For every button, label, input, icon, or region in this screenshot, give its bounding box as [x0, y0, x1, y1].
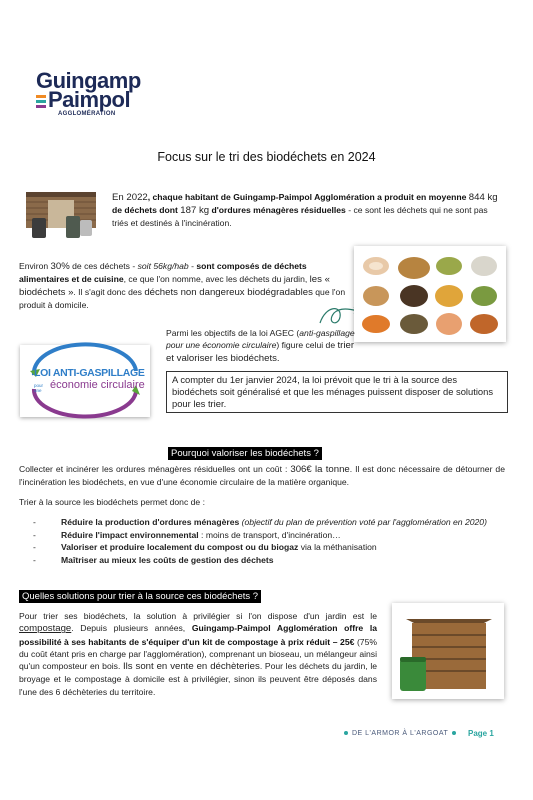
s2-f: Ils sont en vente en déchèteries — [123, 661, 260, 673]
p2-g: , ce que l'on nomme, avec les déchets du jardin, — [123, 274, 310, 284]
agec-b: anti-gaspillage pour une économie circulaire — [166, 328, 355, 350]
p2-f: sont composés de déchets alimentaires et de cuisine — [19, 261, 307, 284]
s2-a: Pour trier ses biodéchets, la solution à privilégier si l'on dispose d'un jardin est le — [19, 611, 377, 621]
law-notice-box: A compter du 1er janvier 2024, la loi prévoit que le tri à la source des biodéchets soit généralisé et que les ménages puissent disposer de solutions pour les trier. — [166, 371, 508, 413]
brand-logo — [36, 70, 156, 130]
waste-shelter-image — [22, 186, 102, 244]
loi-pour: pour une — [34, 383, 44, 393]
agec-paragraph — [166, 327, 356, 365]
loi-line2: économie circulaire — [50, 379, 145, 391]
p2-i: . Il s'agit donc des — [73, 287, 145, 297]
list-item — [19, 541, 509, 554]
intro-text-d: de déchets dont — [112, 205, 181, 215]
intro-omr: d'ordures ménagères résiduelles — [209, 205, 346, 215]
intro-187: 187 kg — [180, 205, 210, 216]
footer-tagline — [340, 730, 460, 737]
intro-text-b: , chaque habitant de Guingamp-Paimpol Agglomération a produit en moyenne — [147, 192, 469, 202]
s2-c: . Depuis plusieurs années, — [71, 623, 192, 634]
list-item — [19, 516, 509, 529]
intro-year: En 2022 — [112, 192, 148, 203]
logo-line2: Paimpol — [48, 87, 131, 112]
list-item — [19, 529, 509, 542]
p2-k: que l'on produit à domicile. — [19, 287, 346, 310]
benefits-list — [19, 516, 509, 566]
section2-heading: Quelles solutions pour trier à la source ces biodéchets ? — [19, 590, 261, 603]
bullet-bold: Réduire la production d'ordures ménagères — [61, 517, 240, 527]
intro-paragraph — [112, 191, 504, 229]
p2-e: - — [188, 261, 197, 271]
intro-text-g: - ce sont les déchets qui ne sont pas triés et destinés à l'incinération. — [112, 205, 488, 228]
logo-bars — [36, 95, 46, 110]
logo-line1: Guingamp — [36, 68, 141, 93]
agec-c: ) figure celui de — [276, 340, 338, 350]
bullet-normal: via la méthanisation — [298, 542, 377, 552]
s1-c: . Il est donc nécessaire de détourner de l'incinération les biodéchets, en vue d'une économie circulaire de la matière organique. — [19, 464, 505, 487]
section1-heading-wrap — [168, 443, 322, 461]
p2-percent: 30% — [50, 261, 70, 272]
agec-a: Parmi les objectifs de la loi AGEC ( — [166, 328, 300, 338]
bullet-bold: Maîtriser au mieux les coûts de gestion des déchets — [61, 554, 274, 565]
loi-anti-gaspillage-logo — [20, 345, 150, 417]
agec-d: trier et valoriser les biodéchets. — [166, 340, 355, 364]
food-scraps-image — [354, 246, 506, 342]
s2-d: Guingamp-Paimpol Agglomération offre la possibilité à ses habitants de s'équiper d'un kit de compostage à prix réduit – 25€ — [19, 623, 377, 647]
footer-dot-right — [452, 731, 456, 735]
p2-d: soit 56kg/hab — [137, 261, 189, 271]
page-title: Focus sur le tri des biodéchets en 2024 — [157, 150, 376, 164]
s1-a: Collecter et incinérer les ordures ménagères résiduelles ont un coût : — [19, 464, 291, 474]
p2-h: les « biodéchets » — [19, 274, 330, 298]
intro-844: 844 kg — [468, 192, 498, 203]
page-number: Page 1 — [468, 729, 494, 738]
biowaste-paragraph — [19, 260, 351, 310]
s2-compost: compostage — [19, 623, 72, 635]
s2-g: . Pour les déchets du jardin, le broyage et le compostage à domicile est à privilégier, sinon ils peuvent être déposés dans l'une des 6 déchèteries du territoire. — [19, 661, 378, 697]
bullet-bold: Réduire l'impact environnemental — [61, 529, 199, 540]
list-item — [19, 554, 509, 567]
section2-heading-wrap — [19, 586, 261, 604]
s1-cost: 306€ la tonne — [290, 464, 350, 475]
p2-a: Environ — [19, 261, 51, 271]
section1-paragraph — [19, 463, 505, 488]
p2-c: de ces déchets - — [69, 261, 138, 271]
section2-paragraph — [19, 610, 377, 698]
section1-heading: Pourquoi valoriser les biodéchets ? — [168, 447, 322, 460]
s2-e: (75% du coût étant pris en charge par l'agglomération), comprenant un bioseau, un mélangeur ainsi qu'un composteur en bois. — [19, 636, 378, 672]
loi-line1: LOI ANTI-GASPILLAGE — [34, 367, 145, 379]
bullet-normal: : moins de transport, d'incinération… — [198, 529, 341, 540]
bullet-italic: (objectif du plan de prévention voté par l'agglomération en 2020) — [239, 517, 487, 527]
p2-j: déchets non dangereux biodégradables — [144, 287, 313, 298]
footer-dot-left — [344, 731, 348, 735]
section1-lead: Trier à la source les biodéchets permet donc de : — [19, 497, 205, 507]
bullet-bold: Valoriser et produire localement du compost ou du biogaz — [61, 542, 299, 552]
footer-text: DE L'ARMOR À L'ARGOAT — [352, 730, 449, 737]
logo-sub: AGGLOMÉRATION — [58, 111, 116, 117]
compost-bin-image — [392, 603, 504, 699]
